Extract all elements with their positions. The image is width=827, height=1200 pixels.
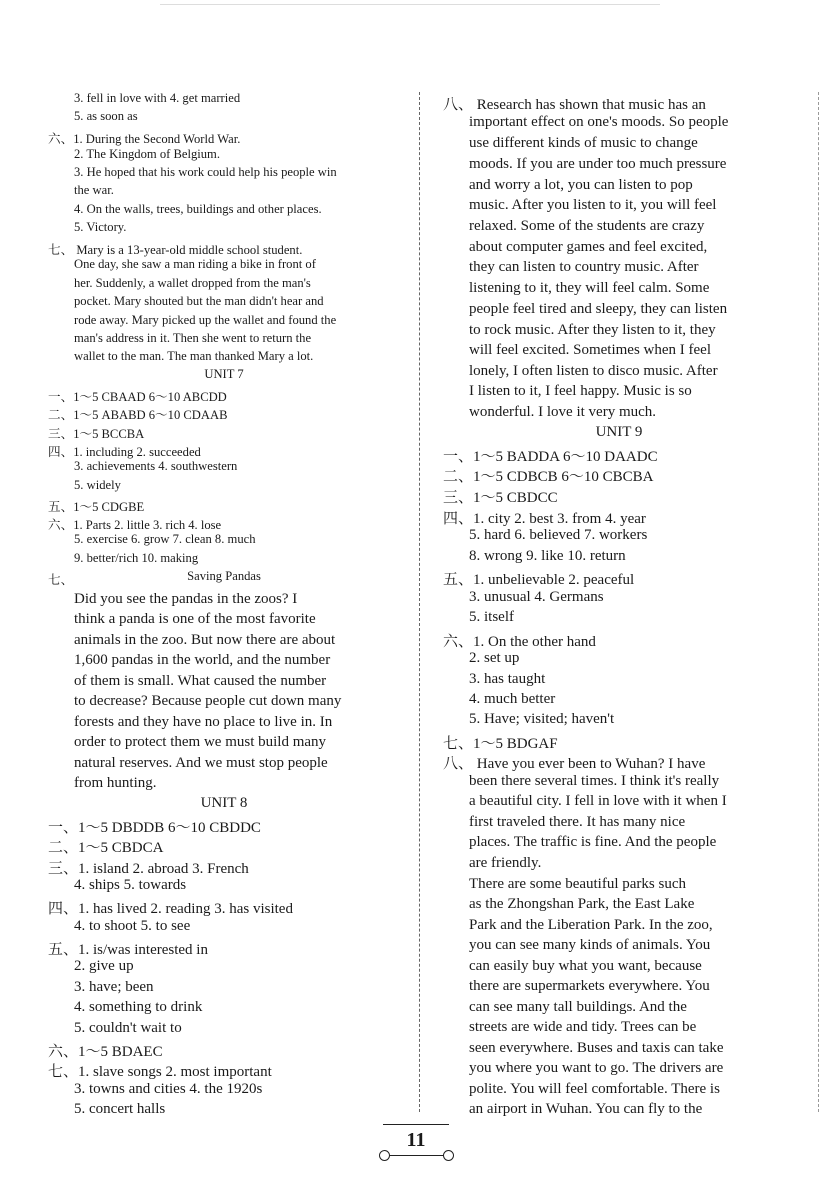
left-text-line: 三、1～5 BCCBA: [48, 427, 145, 441]
right-text-line: Park and the Liberation Park. In the zoo,: [469, 917, 713, 933]
right-text-line: 一、1～5 BADDA 6～10 DAADC: [443, 449, 658, 465]
right-text-line: 4. much better: [469, 691, 556, 707]
right-text-line: 七、1～5 BDGAF: [443, 736, 558, 752]
left-text-line: her. Suddenly, a wallet dropped from the man's: [74, 276, 311, 290]
left-text-line: One day, she saw a man riding a bike in front of: [74, 257, 316, 271]
right-text-line: 2. set up: [469, 650, 520, 666]
left-text-line: 3. have; been: [74, 979, 154, 995]
right-text-line: as the Zhongshan Park, the East Lake: [469, 896, 695, 912]
right-text-line: can easily buy what you want, because: [469, 958, 702, 974]
left-text-line: think a panda is one of the most favorite: [74, 611, 316, 627]
right-text-line: to rock music. After they listen to it, they: [469, 322, 716, 338]
left-text-line: UNIT 8: [200, 795, 248, 811]
right-text-line: an airport in Wuhan. You can fly to the: [469, 1101, 703, 1117]
left-text-line: 1,600 pandas in the world, and the number: [74, 652, 331, 668]
left-text-line: 2. The Kingdom of Belgium.: [74, 147, 220, 161]
left-text-line: Saving Pandas: [187, 569, 261, 583]
left-text-line: order to protect them we must build many: [74, 734, 327, 750]
right-text-line: been there several times. I think it's really: [469, 773, 720, 789]
page-number: 11: [383, 1124, 449, 1156]
left-text-line: 一、1～5 DBDDB 6～10 CBDDC: [48, 820, 261, 836]
left-text-line: 五、1～5 CDGBE: [48, 500, 145, 514]
left-text-line: 3. achievements 4. southwestern: [74, 459, 238, 473]
right-text-line: and worry a lot, you can listen to pop: [469, 177, 693, 193]
right-margin-rule: [818, 92, 819, 1112]
left-text-line: from hunting.: [74, 775, 157, 791]
right-text-line: 八、 Research has shown that music has an: [443, 97, 706, 113]
right-text-line: listening to it, they will feel calm. Some: [469, 280, 710, 296]
left-text-line: 六、1～5 BDAEC: [48, 1044, 163, 1060]
left-text-line: 3. towns and cities 4. the 1920s: [74, 1081, 263, 1097]
right-text-line: people feel tired and sleepy, they can listen: [469, 301, 728, 317]
left-text-line: 5. widely: [74, 478, 121, 492]
right-text-line: there are supermarkets everywhere. You: [469, 978, 710, 994]
right-text-line: seen everywhere. Buses and taxis can take: [469, 1040, 724, 1056]
left-text-line: man's address in it. Then she went to return the: [74, 331, 312, 345]
left-text-line: 2. give up: [74, 958, 134, 974]
left-text-line: 5. couldn't wait to: [74, 1020, 182, 1036]
right-text-line: 5. itself: [469, 609, 514, 625]
left-text-line: 5. exercise 6. grow 7. clean 8. much: [74, 532, 256, 546]
left-text-line: 4. ships 5. towards: [74, 877, 187, 893]
right-text-line: you can see many kinds of animals. You: [469, 937, 711, 953]
right-text-line: are friendly.: [469, 855, 542, 871]
left-text-line: wallet to the man. The man thanked Mary a lot.: [74, 349, 314, 363]
left-text-line: forests and they have no place to live in. In: [74, 714, 333, 730]
right-text-line: first traveled there. It has many nice: [469, 814, 686, 830]
left-text-line: 3. He hoped that his work could help his people win: [74, 165, 337, 179]
left-text-line: 一、1～5 CBAAD 6～10 ABCDD: [48, 390, 227, 404]
right-text-line: relaxed. Some of the students are crazy: [469, 218, 705, 234]
right-text-line: a beautiful city. I fell in love with it when I: [469, 793, 727, 809]
right-text-line: places. The traffic is fine. And the people: [469, 834, 717, 850]
page-number-left-dot: [379, 1150, 390, 1161]
top-rule: [160, 4, 660, 5]
left-text-line: 四、1. has lived 2. reading 3. has visited: [48, 901, 293, 917]
right-text-line: I listen to it, I feel happy. Music is so: [469, 383, 692, 399]
right-text-line: wonderful. I love it very much.: [469, 404, 657, 420]
left-text-line: 七、1. slave songs 2. most important: [48, 1064, 272, 1080]
right-text-line: UNIT 9: [595, 424, 643, 440]
left-text-line: natural reserves. And we must stop people: [74, 755, 328, 771]
right-text-line: will feel excited. Sometimes when I feel: [469, 342, 711, 358]
left-text-line: 六、1. During the Second World War.: [48, 132, 241, 146]
column-divider: [419, 92, 420, 1112]
left-text-line: 七、 Mary is a 13-year-old middle school student.: [48, 243, 303, 257]
right-text-line: 八、 Have you ever been to Wuhan? I have: [443, 756, 706, 772]
left-text-line: the war.: [74, 183, 114, 197]
page-number-right-dot: [443, 1150, 454, 1161]
right-text-line: 5. hard 6. believed 7. workers: [469, 527, 648, 543]
left-text-line: 三、1. island 2. abroad 3. French: [48, 861, 249, 877]
left-text-line: to decrease? Because people cut down many: [74, 693, 342, 709]
left-text-line: Did you see the pandas in the zoos? I: [74, 591, 298, 607]
right-text-line: they can listen to country music. After: [469, 259, 699, 275]
left-text-line: 六、1. Parts 2. little 3. rich 4. lose: [48, 518, 222, 532]
right-text-line: 5. Have; visited; haven't: [469, 711, 615, 727]
right-text-line: 3. has taught: [469, 671, 546, 687]
right-text-line: can see many tall buildings. And the: [469, 999, 687, 1015]
right-text-line: important effect on one's moods. So people: [469, 114, 729, 130]
right-text-line: 3. unusual 4. Germans: [469, 589, 604, 605]
left-text-line: 四、1. including 2. succeeded: [48, 445, 201, 459]
left-text-line: of them is small. What caused the number: [74, 673, 327, 689]
left-text-line: 5. concert halls: [74, 1101, 166, 1117]
left-text-line: 4. to shoot 5. to see: [74, 918, 191, 934]
left-text-line: 3. fell in love with 4. get married: [74, 91, 241, 105]
right-text-line: music. After you listen to it, you will feel: [469, 197, 717, 213]
right-text-line: 四、1. city 2. best 3. from 4. year: [443, 511, 646, 527]
right-text-line: 8. wrong 9. like 10. return: [469, 548, 626, 564]
right-text-line: moods. If you are under too much pressure: [469, 156, 727, 172]
right-text-line: polite. You will feel comfortable. There is: [469, 1081, 720, 1097]
left-text-line: 4. On the walls, trees, buildings and other places.: [74, 202, 322, 216]
right-text-line: you where you want to go. The drivers are: [469, 1060, 724, 1076]
right-text-line: 三、1～5 CBDCC: [443, 490, 558, 506]
left-text-line: 七、: [48, 573, 74, 587]
left-text-line: 9. better/rich 10. making: [74, 551, 199, 565]
left-text-line: rode away. Mary picked up the wallet and found the: [74, 313, 337, 327]
right-text-line: 五、1. unbelievable 2. peaceful: [443, 572, 635, 588]
right-text-line: 二、1～5 CDBCB 6～10 CBCBA: [443, 469, 654, 485]
right-text-line: about computer games and feel excited,: [469, 239, 708, 255]
left-text-line: 二、1～5 CBDCA: [48, 840, 164, 856]
left-text-line: pocket. Mary shouted but the man didn't hear and: [74, 294, 324, 308]
left-text-line: 五、1. is/was interested in: [48, 942, 208, 958]
left-text-line: UNIT 7: [204, 367, 244, 381]
left-text-line: 5. Victory.: [74, 220, 127, 234]
right-text-line: lonely, I often listen to disco music. After: [469, 363, 718, 379]
left-text-line: 4. something to drink: [74, 999, 203, 1015]
right-text-line: streets are wide and tidy. Trees can be: [469, 1019, 697, 1035]
left-text-line: animals in the zoo. But now there are about: [74, 632, 336, 648]
left-text-line: 二、1～5 ABABD 6～10 CDAAB: [48, 408, 228, 422]
right-text-line: There are some beautiful parks such: [469, 876, 686, 892]
left-text-line: 5. as soon as: [74, 109, 138, 123]
right-text-line: use different kinds of music to change: [469, 135, 698, 151]
right-text-line: 六、1. On the other hand: [443, 634, 596, 650]
